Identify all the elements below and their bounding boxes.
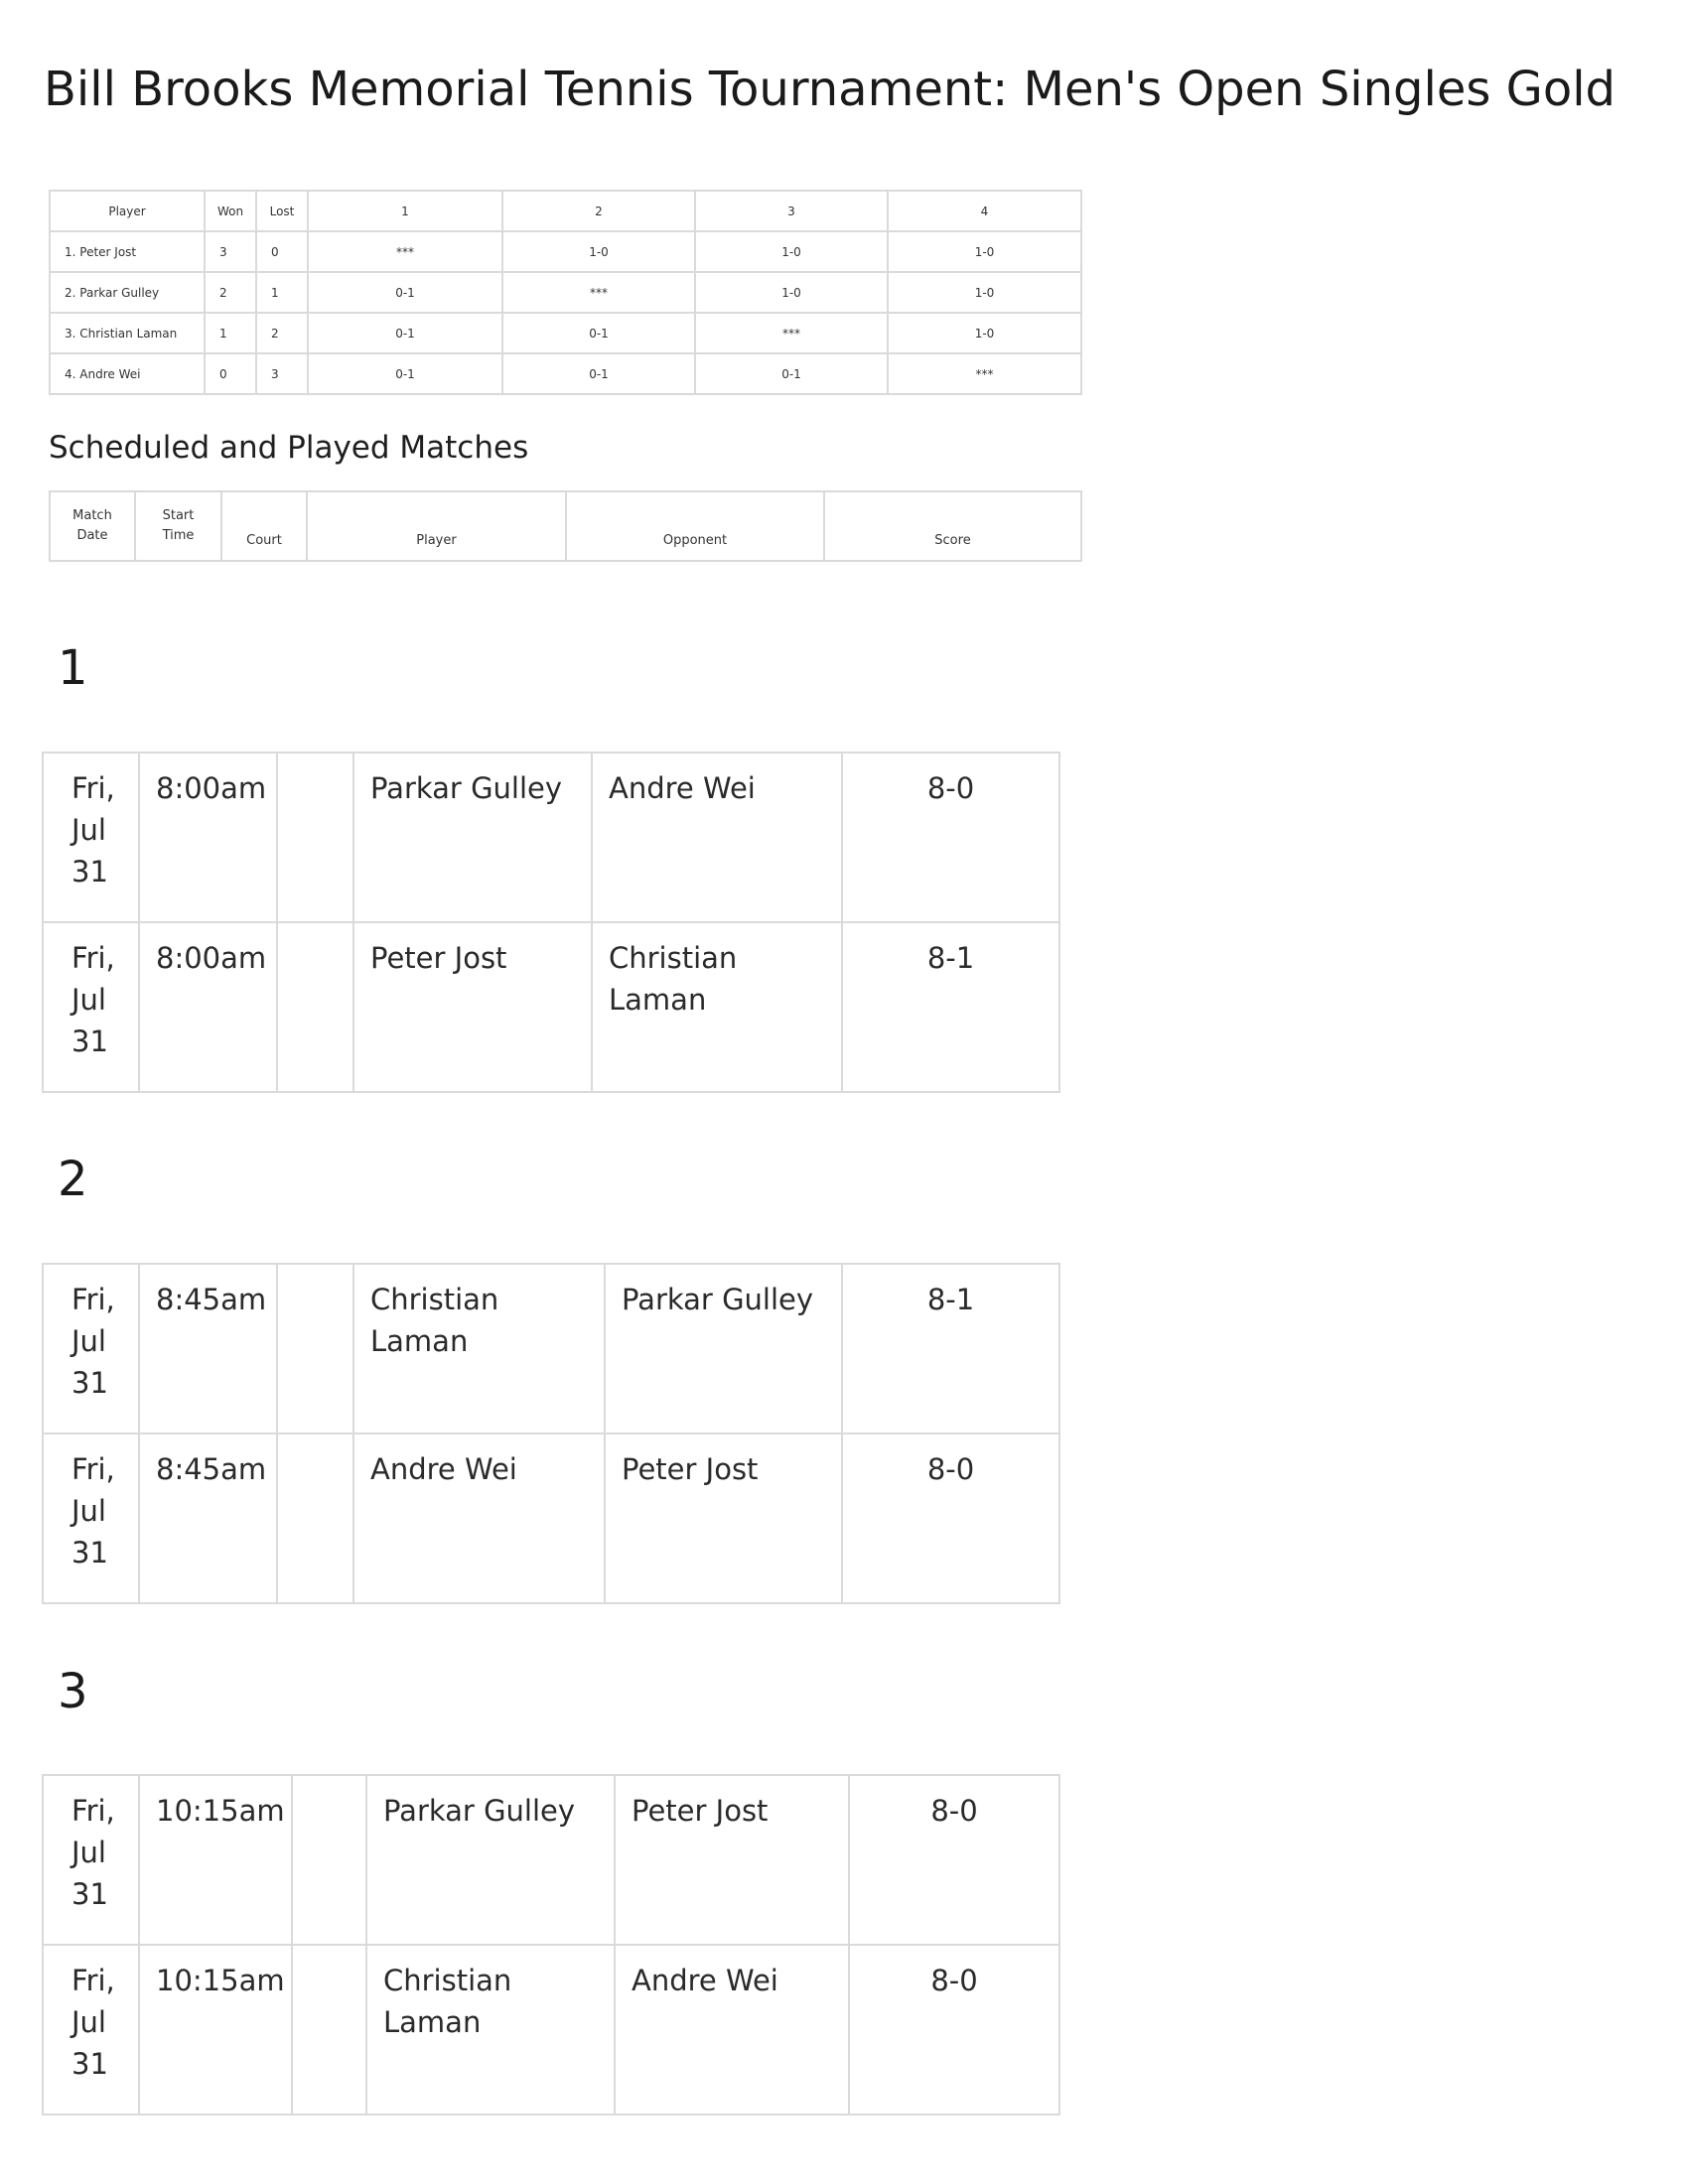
match-opponent: Peter Jost: [615, 1775, 849, 1945]
date-day: 31: [71, 2047, 108, 2081]
date-day: 31: [71, 1024, 108, 1058]
match-time: 8:00am: [139, 752, 277, 922]
standings-header-opponent-2: 2: [502, 191, 695, 231]
date-day: 31: [71, 855, 108, 888]
match-time: 10:15am: [139, 1945, 292, 2115]
header-score-label: Score: [934, 533, 971, 548]
match-date: [43, 1433, 139, 1603]
match-player: Peter Jost: [353, 922, 592, 1092]
date-weekday: Fri,: [71, 941, 115, 975]
standings-result: 1-0: [695, 231, 888, 272]
date-day: 31: [71, 1536, 108, 1570]
match-date: [43, 1945, 139, 2115]
header-start-time-line2: Time: [162, 528, 195, 543]
standings-header-won: Won: [205, 191, 256, 231]
round-table: [42, 1263, 1060, 1604]
standings-header-player: Player: [50, 191, 205, 231]
match-player: Parkar Gulley: [366, 1775, 615, 1945]
match-court: [277, 752, 353, 922]
match-court: [277, 1264, 353, 1433]
date-month: Jul: [71, 1836, 106, 1869]
match-court: [277, 1433, 353, 1603]
header-opponent: [566, 491, 824, 561]
standings-lost: 0: [256, 231, 308, 272]
match-date: [43, 1775, 139, 1945]
standings-result: 0-1: [502, 313, 695, 353]
match-row: [43, 752, 1059, 922]
header-match-date: [50, 491, 135, 561]
standings-result: 0-1: [695, 353, 888, 394]
match-opponent: Andre Wei: [615, 1945, 849, 2115]
header-start-time: [135, 491, 221, 561]
match-row: [43, 922, 1059, 1092]
standings-row: [50, 272, 1081, 313]
standings-result: 1-0: [695, 272, 888, 313]
schedule-header-row: [50, 491, 1081, 561]
header-score: [824, 491, 1081, 561]
date-month: Jul: [71, 813, 106, 847]
standings-result: 0-1: [308, 313, 502, 353]
header-opponent-label: Opponent: [662, 533, 728, 548]
standings-result: 0-1: [502, 353, 695, 394]
match-date: [43, 752, 139, 922]
date-weekday: Fri,: [71, 1283, 115, 1316]
standings-player: 2. Parkar Gulley: [50, 272, 205, 313]
date-day: 31: [71, 1366, 108, 1400]
standings-result: 1-0: [888, 231, 1081, 272]
match-score: 8-0: [842, 1433, 1059, 1603]
standings-lost: 2: [256, 313, 308, 353]
round-label: 3: [58, 1664, 88, 1719]
header-match-date-line1: Match: [72, 508, 112, 523]
standings-result: 1-0: [888, 272, 1081, 313]
standings-header-opponent-4: 4: [888, 191, 1081, 231]
match-score: 8-1: [842, 922, 1059, 1092]
standings-result: ***: [308, 231, 502, 272]
match-court: [292, 1775, 366, 1945]
match-opponent: Peter Jost: [605, 1433, 842, 1603]
header-player-label: Player: [416, 533, 457, 548]
standings-result: 1-0: [888, 313, 1081, 353]
match-opponent: Andre Wei: [592, 752, 842, 922]
standings-row: [50, 353, 1081, 394]
standings-won: 2: [205, 272, 256, 313]
standings-result: 1-0: [502, 231, 695, 272]
standings-header-opponent-3: 3: [695, 191, 888, 231]
standings-won: 3: [205, 231, 256, 272]
match-player: Parkar Gulley: [353, 752, 592, 922]
standings-player: 1. Peter Jost: [50, 231, 205, 272]
match-player: Christian Laman: [353, 1264, 605, 1433]
match-row: [43, 1775, 1059, 1945]
standings-won: 0: [205, 353, 256, 394]
standings-row: [50, 231, 1081, 272]
date-day: 31: [71, 1877, 108, 1911]
match-time: 8:45am: [139, 1264, 277, 1433]
standings-result: ***: [695, 313, 888, 353]
standings-table: [49, 190, 1082, 395]
date-month: Jul: [71, 2005, 106, 2039]
match-score: 8-1: [842, 1264, 1059, 1433]
match-time: 8:45am: [139, 1433, 277, 1603]
standings-header-opponent-1: 1: [308, 191, 502, 231]
match-opponent: Parkar Gulley: [605, 1264, 842, 1433]
round-table: [42, 1774, 1060, 2116]
header-match-date-line2: Date: [76, 528, 108, 543]
header-start-time-line1: Start: [162, 508, 195, 523]
match-score: 8-0: [849, 1775, 1059, 1945]
standings-lost: 3: [256, 353, 308, 394]
match-row: [43, 1433, 1059, 1603]
match-score: 8-0: [842, 752, 1059, 922]
match-time: 10:15am: [139, 1775, 292, 1945]
standings-won: 1: [205, 313, 256, 353]
header-player: [307, 491, 566, 561]
date-weekday: Fri,: [71, 771, 115, 805]
date-month: Jul: [71, 1494, 106, 1528]
page-title: Bill Brooks Memorial Tennis Tournament: Men's Open Singles Gold: [44, 62, 1617, 117]
schedule-header-table: [49, 490, 1082, 562]
standings-header-lost: Lost: [256, 191, 308, 231]
round-label: 1: [58, 640, 88, 696]
match-date: [43, 1264, 139, 1433]
match-opponent: Christian Laman: [592, 922, 842, 1092]
match-time: 8:00am: [139, 922, 277, 1092]
header-court: [221, 491, 307, 561]
standings-lost: 1: [256, 272, 308, 313]
date-month: Jul: [71, 1324, 106, 1358]
date-weekday: Fri,: [71, 1964, 115, 1997]
match-score: 8-0: [849, 1945, 1059, 2115]
date-month: Jul: [71, 983, 106, 1017]
date-weekday: Fri,: [71, 1794, 115, 1828]
match-row: [43, 1945, 1059, 2115]
match-court: [277, 922, 353, 1092]
standings-player: 3. Christian Laman: [50, 313, 205, 353]
standings-result: ***: [888, 353, 1081, 394]
round-table: [42, 751, 1060, 1093]
standings-result: 0-1: [308, 353, 502, 394]
standings-player: 4. Andre Wei: [50, 353, 205, 394]
match-row: [43, 1264, 1059, 1433]
standings-row: [50, 313, 1081, 353]
standings-header-row: [50, 191, 1081, 231]
schedule-heading: Scheduled and Played Matches: [49, 430, 529, 466]
match-player: Christian Laman: [366, 1945, 615, 2115]
match-court: [292, 1945, 366, 2115]
standings-result: 0-1: [308, 272, 502, 313]
header-court-label: Court: [246, 533, 282, 548]
date-weekday: Fri,: [71, 1452, 115, 1486]
match-player: Andre Wei: [353, 1433, 605, 1603]
round-label: 2: [58, 1152, 88, 1207]
standings-result: ***: [502, 272, 695, 313]
match-date: [43, 922, 139, 1092]
